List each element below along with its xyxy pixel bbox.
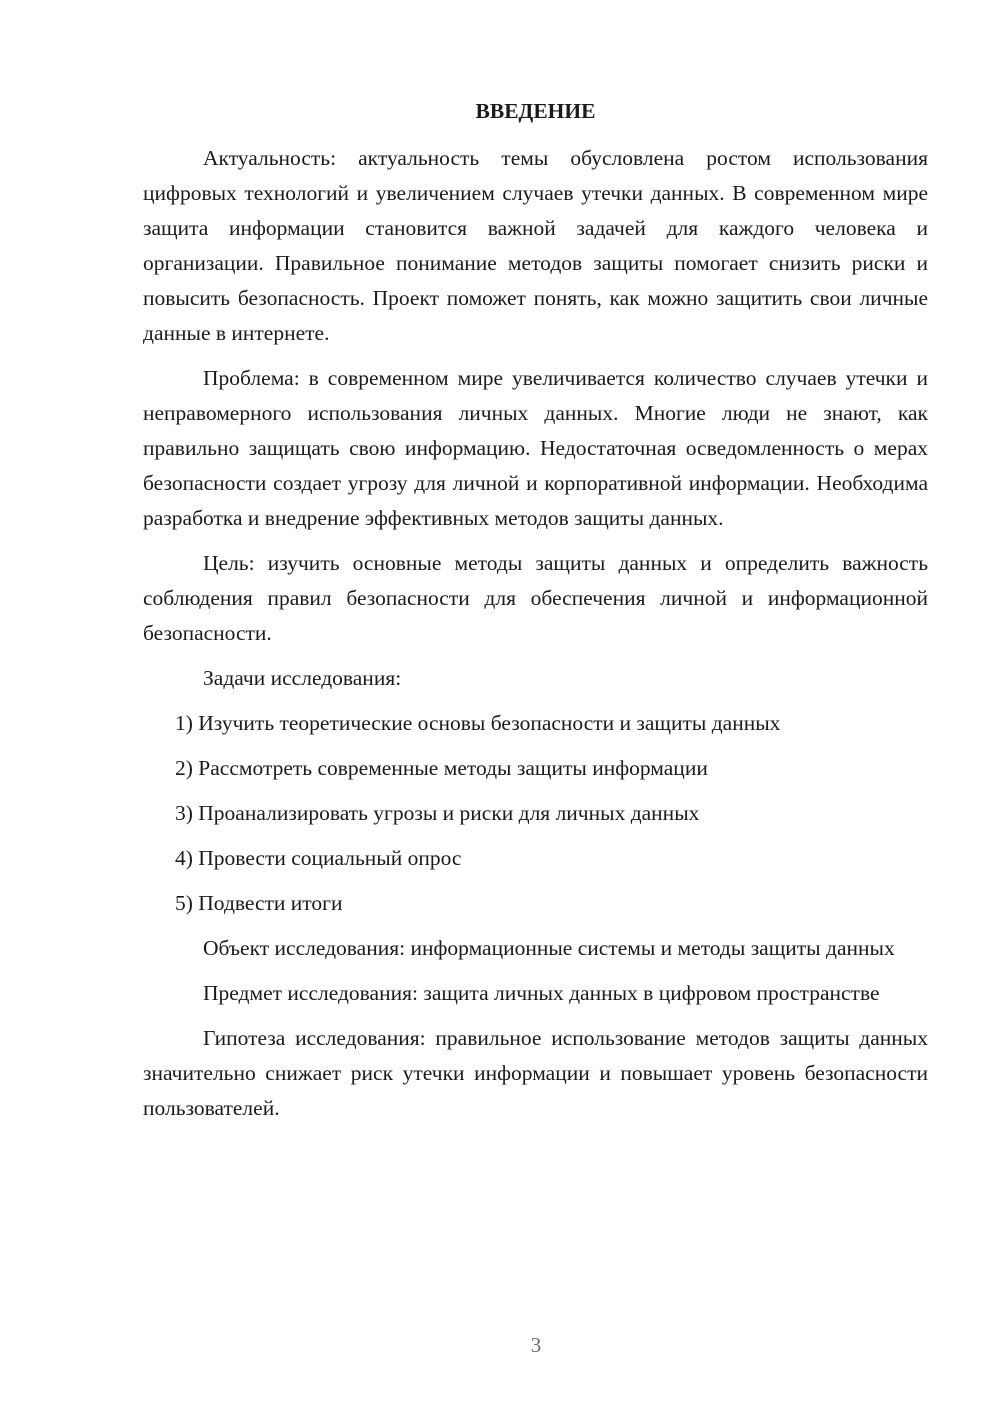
- task-list: [143, 706, 928, 921]
- hypothesis-paragraph: Гипотеза исследования: правильное использование методов защиты данных значительно снижает риск утечки информации и повышает уровень безопасности пользователей.: [143, 1026, 928, 1120]
- list-item: 3) Проанализировать угрозы и риски для личных данных: [175, 801, 700, 825]
- problem-paragraph: Проблема: в современном мире увеличивается количество случаев утечки и неправомерного использования личных данных. Многие люди не знают, как правильно защищать свою информацию. Недостаточная осведомленность о мерах безопасности создает угрозу для личной и корпоративной информации. Необходима разработка и внедрение эффективных методов защиты данных.: [143, 366, 928, 530]
- goal-paragraph: Цель: изучить основные методы защиты данных и определить важность соблюдения правил безопасности для обеспечения личной и информационной безопасности.: [143, 551, 928, 645]
- page-number: 3: [530, 1333, 542, 1357]
- document-page: [143, 96, 928, 1136]
- page-title: ВВЕДЕНИЕ: [475, 99, 596, 123]
- list-item: 4) Провести социальный опрос: [175, 846, 462, 870]
- object-paragraph: Объект исследования: информационные системы и методы защиты данных: [203, 936, 895, 960]
- list-item: 5) Подвести итоги: [175, 891, 343, 915]
- tasks-title: Задачи исследования:: [203, 666, 402, 690]
- subject-paragraph: Предмет исследования: защита личных данных в цифровом пространстве: [203, 981, 880, 1005]
- list-item: 1) Изучить теоретические основы безопасности и защиты данных: [175, 711, 781, 735]
- relevance-paragraph: Актуальность: актуальность темы обусловлена ростом использования цифровых технологий и увеличением случаев утечки данных. В современном мире защита информации становится важной задачей для каждого человека и организации. Правильное понимание методов защиты помогает снизить риски и повысить безопасность. Проект поможет понять, как можно защитить свои личные данные в интернете.: [143, 146, 928, 345]
- list-item: 2) Рассмотреть современные методы защиты информации: [175, 756, 708, 780]
